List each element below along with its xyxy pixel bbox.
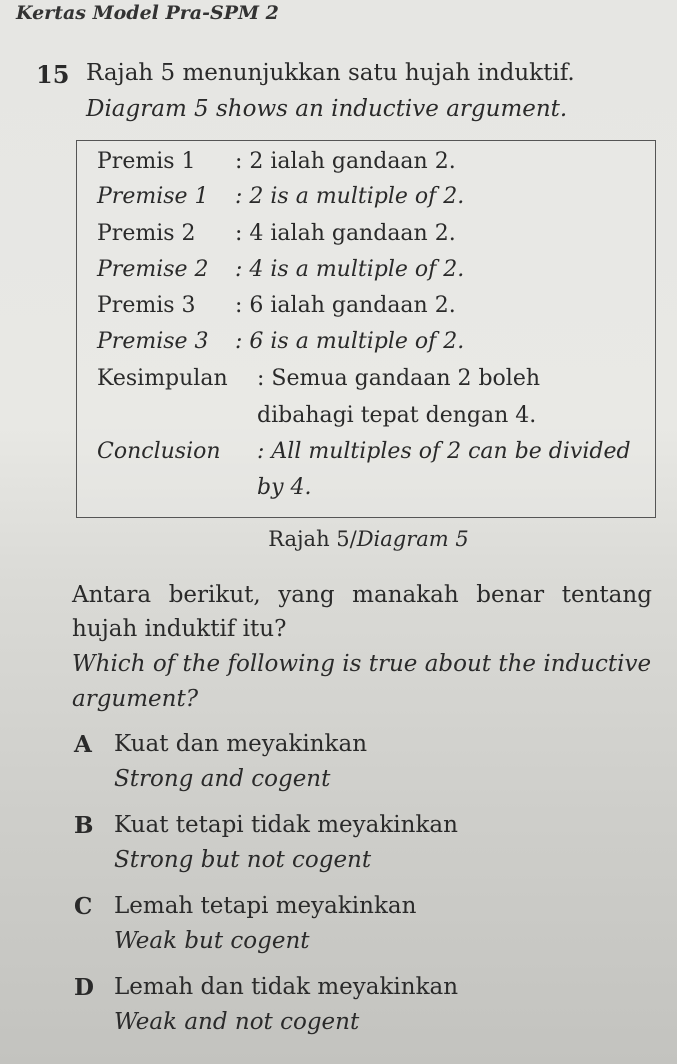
premise-3-english	[97, 329, 464, 354]
conclusion-english	[97, 439, 631, 464]
paper-header: Kertas Model Pra-SPM 2	[16, 2, 279, 24]
option-b-english[interactable]: Strong but not cogent	[114, 847, 372, 873]
premise-1-label-malay: Premis 1	[97, 149, 196, 174]
premise-3-text-malay: : 6 ialah gandaan 2.	[235, 293, 456, 318]
argument-diagram-box	[76, 140, 656, 518]
stem-word: Antara	[72, 582, 152, 608]
premise-2-english	[97, 257, 464, 282]
question-number: 15	[36, 60, 70, 89]
diagram-caption	[0, 527, 677, 551]
premise-1-english	[97, 184, 464, 209]
question-intro-malay: Rajah 5 menunjukkan satu hujah induktif.	[86, 60, 575, 86]
question-stem-malay-line-1	[72, 582, 652, 608]
conclusion-label-english: Conclusion	[97, 439, 221, 464]
stem-word: berikut,	[168, 582, 261, 608]
premise-1-label-english: Premise 1	[97, 184, 209, 209]
premise-2-malay	[97, 221, 456, 246]
premise-2-text-english: : 4 is a multiple of 2.	[235, 257, 465, 282]
conclusion-continuation-english: by 4.	[257, 475, 312, 500]
option-c-letter[interactable]: C	[74, 893, 93, 920]
option-a-malay[interactable]: Kuat dan meyakinkan	[114, 731, 368, 757]
caption-english: Diagram 5	[356, 527, 469, 551]
option-d-malay[interactable]: Lemah dan tidak meyakinkan	[114, 974, 459, 1000]
option-d-letter[interactable]: D	[74, 974, 94, 1001]
conclusion-text-english: : All multiples of 2 can be divided	[257, 439, 631, 464]
conclusion-label-malay: Kesimpulan	[97, 366, 228, 391]
question-stem-malay-line-2: hujah induktif itu?	[72, 616, 287, 642]
option-a-english[interactable]: Strong and cogent	[114, 766, 331, 792]
premise-1-text-english: : 2 is a multiple of 2.	[235, 184, 465, 209]
conclusion-continuation-malay: dibahagi tepat dengan 4.	[257, 403, 537, 428]
stem-word: tentang	[561, 582, 652, 608]
premise-2-label-english: Premise 2	[97, 257, 209, 282]
option-b-malay[interactable]: Kuat tetapi tidak meyakinkan	[114, 812, 458, 838]
question-intro-english: Diagram 5 shows an inductive argument.	[86, 96, 568, 122]
premise-2-label-malay: Premis 2	[97, 221, 196, 246]
question-stem-english-line-1: Which of the following is true about the inductive	[72, 651, 652, 677]
premise-3-label-malay: Premis 3	[97, 293, 196, 318]
premise-3-malay	[97, 293, 456, 318]
stem-word: manakah	[352, 582, 459, 608]
premise-3-text-english: : 6 is a multiple of 2.	[235, 329, 465, 354]
conclusion-malay	[97, 366, 540, 391]
premise-3-label-english: Premise 3	[97, 329, 209, 354]
option-c-malay[interactable]: Lemah tetapi meyakinkan	[114, 893, 417, 919]
caption-malay: Rajah 5/	[268, 527, 357, 551]
option-d-english[interactable]: Weak and not cogent	[114, 1009, 360, 1035]
premise-2-text-malay: : 4 ialah gandaan 2.	[235, 221, 456, 246]
question-stem-english-line-2: argument?	[72, 686, 199, 712]
option-b-letter[interactable]: B	[74, 812, 94, 839]
stem-word: yang	[278, 582, 335, 608]
premise-1-malay	[97, 149, 456, 174]
option-c-english[interactable]: Weak but cogent	[114, 928, 310, 954]
option-a-letter[interactable]: A	[74, 731, 92, 758]
conclusion-text-malay: : Semua gandaan 2 boleh	[257, 366, 541, 391]
premise-1-text-malay: : 2 ialah gandaan 2.	[235, 149, 456, 174]
stem-word: benar	[476, 582, 545, 608]
